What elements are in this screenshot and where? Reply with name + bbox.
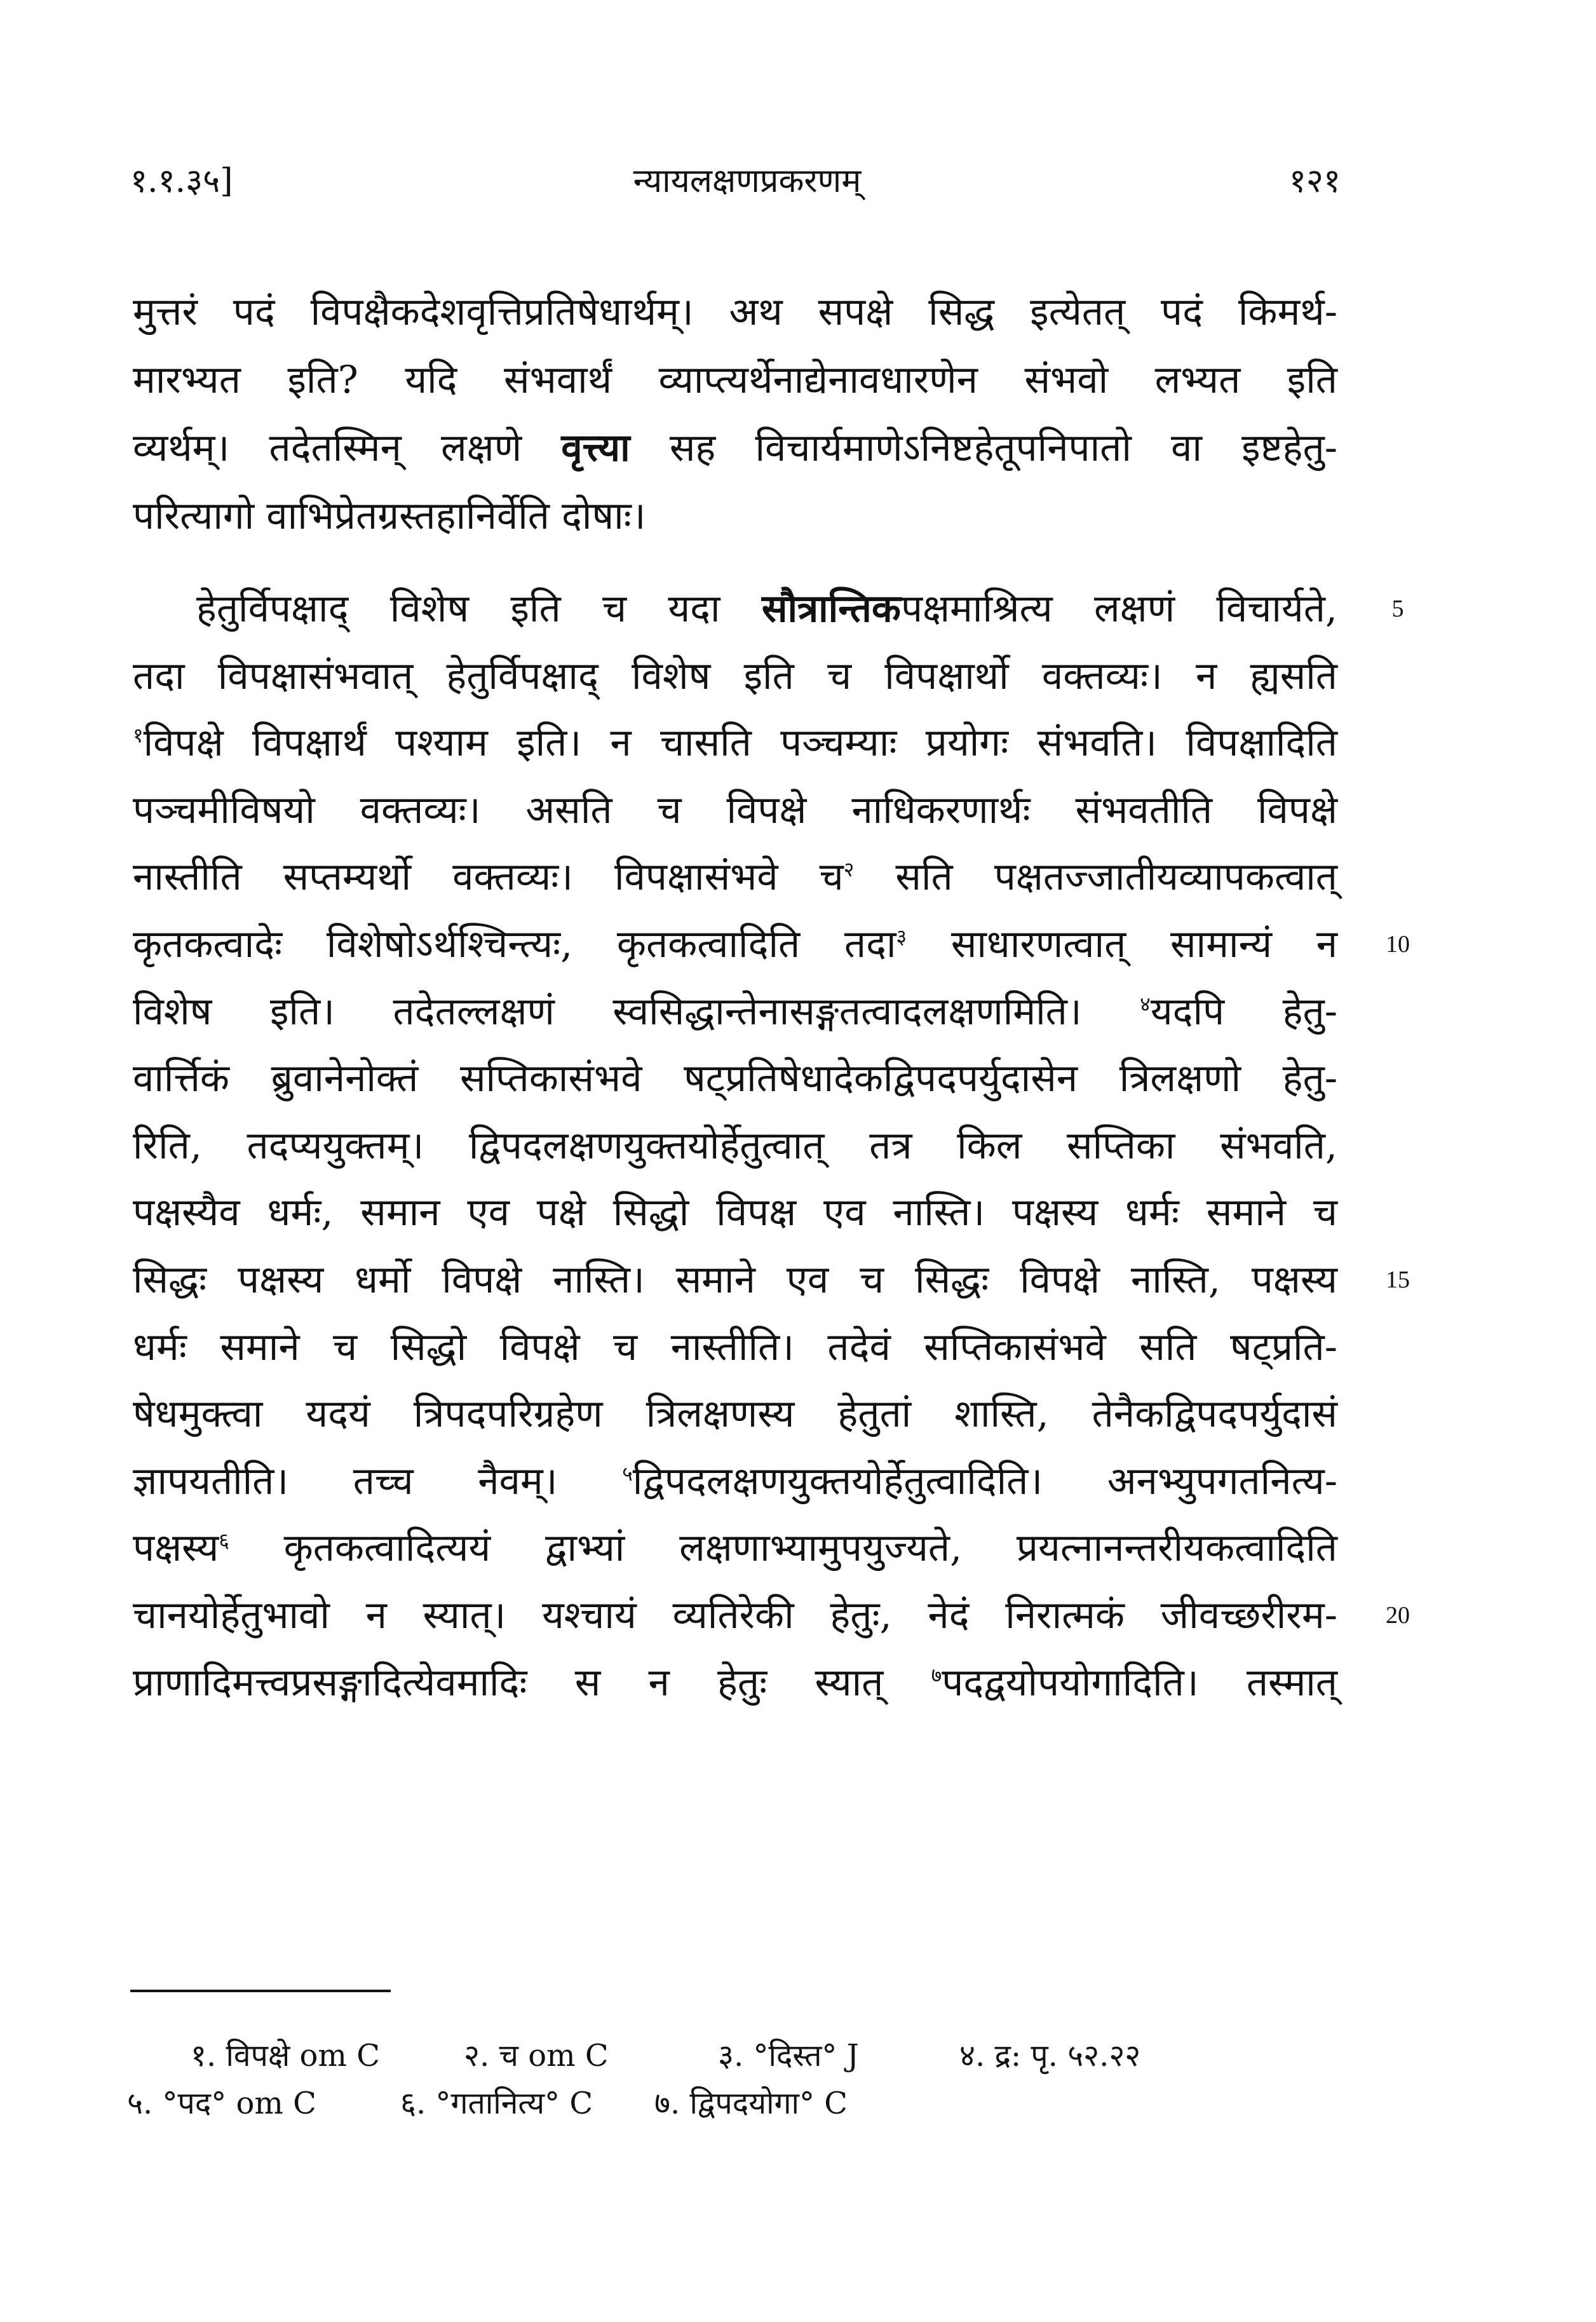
footnote: ३. °दिस्त° J [718,2038,859,2074]
text-segment: यदपि हेतु- [1150,989,1337,1034]
text-segment: ज्ञापयतीति। तच्च नैवम्। [133,1458,623,1504]
section-reference: १.१.३५] [130,162,233,200]
text-segment: परित्यागो वाभिप्रेतग्रस्तहानिर्वेति दोषाः। [133,494,646,538]
text-segment: पदद्वयोपयोगादिति। तस्मात् [942,1660,1337,1705]
footnote-marker: ६ [219,1528,229,1553]
text-line [133,1519,1337,1577]
text-segment: हेतुर्विपक्षाद् विशेष इति च यदा [196,587,762,631]
bold-term: सौत्रान्तिक [761,587,901,631]
text-segment: पक्षस्य [133,1526,219,1571]
footnote-marker: १ [133,723,144,748]
text-line [133,983,1337,1040]
text-line [133,782,1337,839]
text-segment: साधारणत्वात् सामान्यं न [907,922,1337,967]
footnote: ५. °पद° om C [127,2086,316,2121]
text-segment: रिति, तदप्ययुक्तम्। द्विपदलक्षणयुक्तयोर्हेतुत्वात् तत्र किल सप्तिका संभवति, [133,1123,1337,1168]
text-line [133,487,1337,545]
footnote: ६. °गतानित्य° C [400,2086,593,2121]
text-line [133,580,1337,637]
text-segment: द्विपदलक्षणयुक्तयोर्हेतुत्वादिति। अनभ्युपगतनित्य- [632,1458,1337,1504]
text-line [133,283,1337,341]
running-title: न्यायलक्षणप्रकरणम् [633,162,862,200]
footnote-marker: ४ [1140,991,1151,1016]
text-line [133,1385,1337,1443]
text-segment: सह विचार्यमाणेऽनिष्टहेतूपनिपातो वा इष्टहेतु- [630,426,1337,470]
text-segment: पक्षमाश्रित्य लक्षणं विचार्यते, [900,587,1338,631]
footnote-marker: ५ [622,1461,633,1486]
footnote: ४. द्र: पृ. ५२.२२ [959,2038,1141,2074]
text-segment: वार्त्तिकं ब्रुवानेनोक्तं सप्तिकासंभवे षट्प्रतिषेधादेकद्विपदपर्युदासेन त्रिलक्षणो हेतु- [133,1056,1337,1101]
text-line [133,351,1337,409]
footnote: ७. द्विपदयोगा° C [654,2086,848,2121]
text-segment: कृतकत्वादित्ययं द्वाभ्यां लक्षणाभ्यामुपयुज्यते, प्रयत्नानन्तरीयकत्वादिति [229,1526,1337,1571]
line-number: 5 [1391,595,1404,622]
text-line [133,1587,1337,1644]
footnote-marker: ७ [931,1662,942,1687]
footnote: २. च om C [464,2038,609,2074]
text-line [133,916,1337,973]
text-segment: व्यर्थम्। तदेतस्मिन् लक्षणे [133,426,562,470]
text-segment: मुत्तरं पदं विपक्षैकदेशवृत्तिप्रतिषेधार्थम्। अथ सपक्षे सिद्ध इत्येतत् पदं किमर्थ- [133,290,1337,334]
line-number: 20 [1386,1602,1410,1629]
text-line [133,1050,1337,1107]
text-segment: चानयोर्हेतुभावो न स्यात्। यश्चायं व्यतिरेकी हेतुः, नेदं निरात्मकं जीवच्छरीरम- [133,1593,1337,1638]
text-line [133,419,1337,477]
text-line [133,1117,1337,1174]
text-segment: सति पक्षतज्जातीयव्यापकत्वात् [854,855,1337,900]
text-segment: पञ्चमीविषयो वक्तव्यः। असति च विपक्षे नाधिकरणार्थः संभवतीति विपक्षे [133,787,1337,832]
bold-term: वृत्त्या [561,426,630,470]
text-segment: नास्तीति सप्तम्यर्थो वक्तव्यः। विपक्षासंभवे च [133,855,844,900]
text-segment: विशेष इति। तदेतल्लक्षणं स्वसिद्धान्तेनासङ्गतत्वादलक्षणमिति। [133,989,1140,1034]
text-segment: सिद्धः पक्षस्य धर्मो विपक्षे नास्ति। समाने एव च सिद्धः विपक्षे नास्ति, पक्षस्य [133,1258,1337,1302]
text-line [133,1453,1337,1510]
text-segment: षेधमुक्त्वा यदयं त्रिपदपरिग्रहेण त्रिलक्षणस्य हेतुतां शास्ति, तेनैकद्विपदपर्युदासं [133,1392,1337,1437]
line-number: 15 [1386,1266,1410,1293]
text-line [133,1654,1337,1711]
text-segment: मारभ्यत इति? यदि संभवार्थं व्याप्त्यर्थेनाद्येनावधारणेन संभवो लभ्यत इति [133,358,1337,402]
footnote: १. विपक्षे om C [191,2038,380,2074]
text-line [133,648,1337,705]
text-segment: प्राणादिमत्त्वप्रसङ्गादित्येवमादिः स न हेतुः स्यात् [133,1660,931,1705]
text-line [133,1319,1337,1376]
text-segment: धर्मः समाने च सिद्धो विपक्षे च नास्तीति। तदेवं सप्तिकासंभवे सति षट्प्रति- [133,1324,1337,1369]
footnote-marker: ३ [896,925,907,949]
footnote-marker: २ [843,857,855,882]
text-line [133,1251,1337,1308]
text-line [133,848,1337,906]
text-segment: पक्षस्यैव धर्मः, समान एव पक्षे सिद्धो विपक्ष एव नास्ति। पक्षस्य धर्मः समाने च [133,1190,1337,1235]
page-number: १२१ [1288,162,1341,200]
text-segment: तदा विपक्षासंभवात् हेतुर्विपक्षाद् विशेष इति च विपक्षार्थो वक्तव्यः। न ह्यसति [133,653,1337,698]
text-line [133,1184,1337,1241]
footnote-divider [130,1990,391,1992]
line-number: 10 [1386,931,1410,958]
text-line [133,714,1337,771]
text-segment: कृतकत्वादेः विशेषोऽर्थश्चिन्त्यः, कृतकत्वादिति तदा [133,922,896,967]
text-segment: विपक्षे विपक्षार्थं पश्याम इति। न चासति पञ्चम्याः प्रयोगः संभवति। विपक्षादिति [143,721,1337,766]
